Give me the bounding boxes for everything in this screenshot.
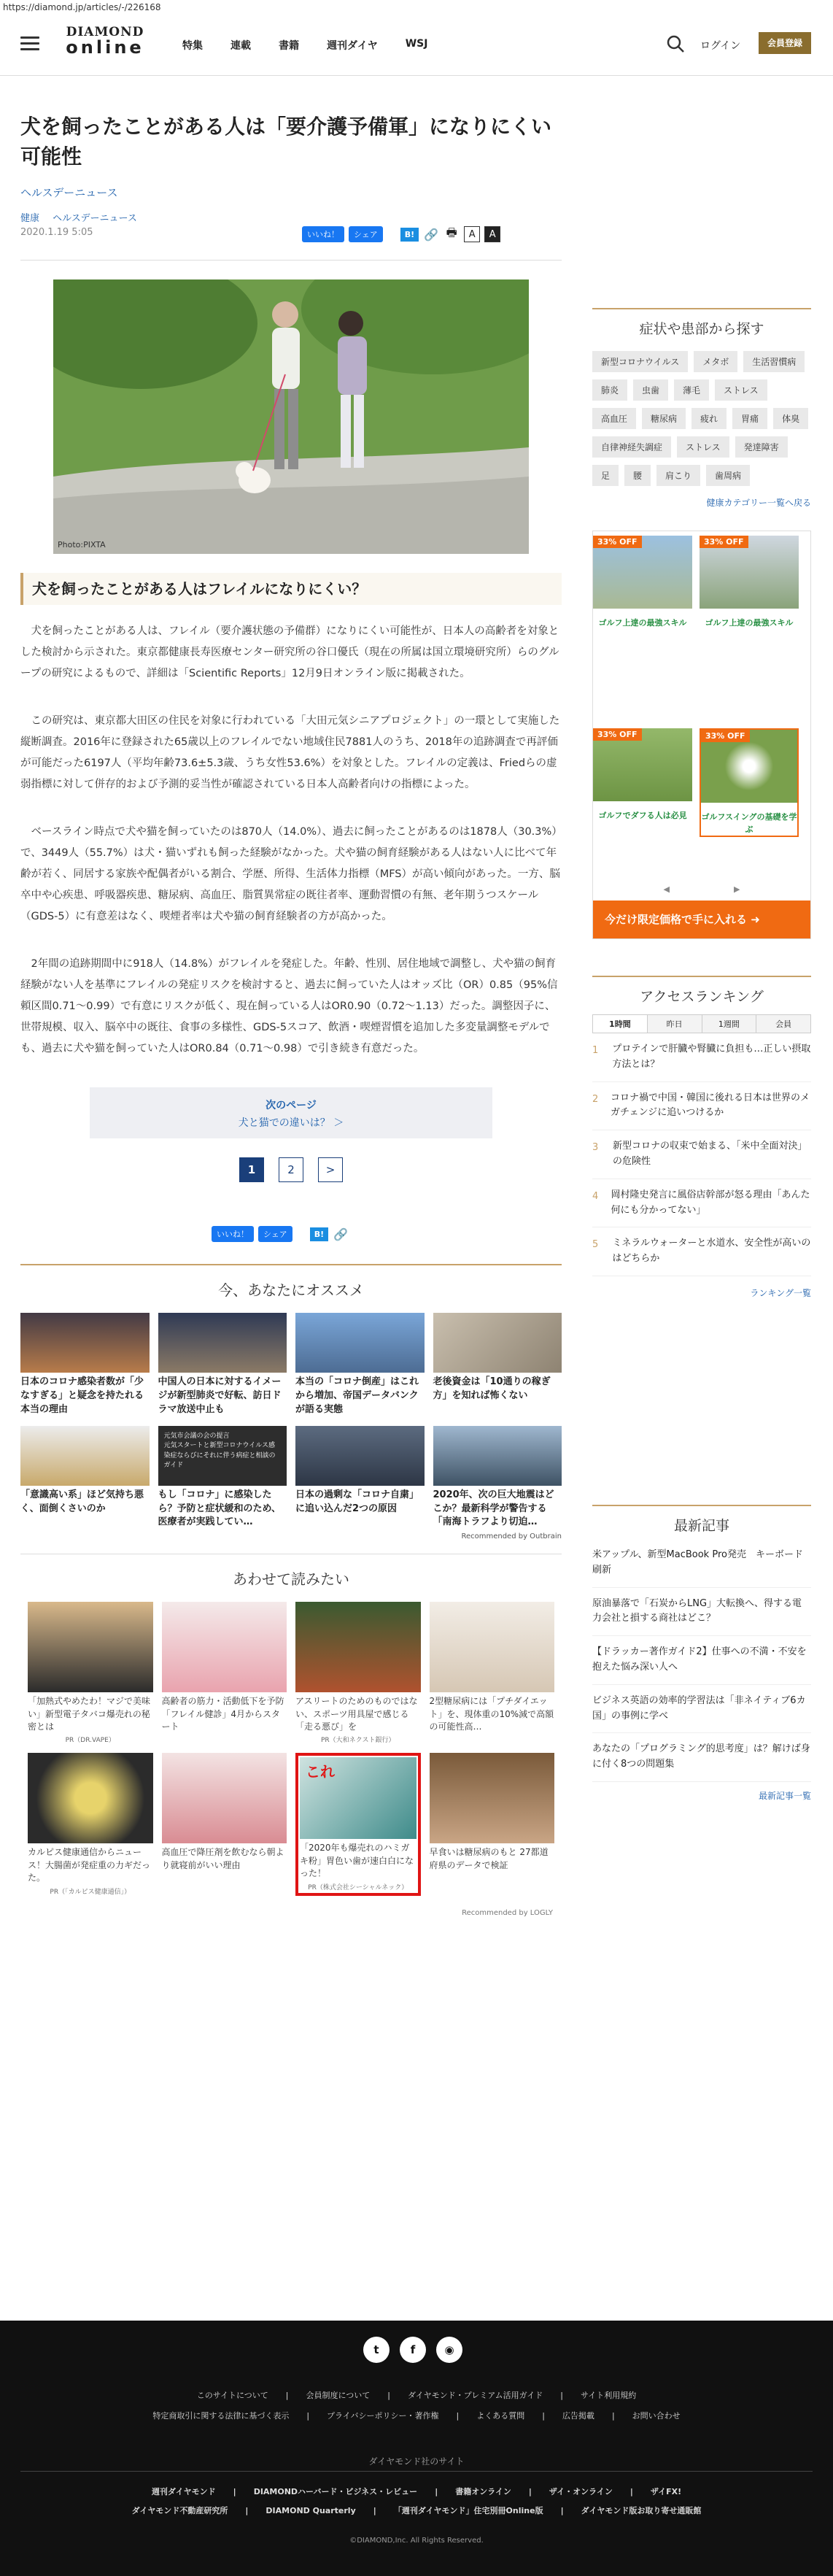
- ranking-item[interactable]: [592, 1130, 811, 1179]
- footer-links-row2: [0, 2410, 833, 2421]
- footer-links-row4: [0, 2504, 833, 2516]
- recommend-thumbnail: [158, 1313, 287, 1373]
- together-title[interactable]: 早食いは糖尿病のもと 27都道府県のデータで検証: [429, 1847, 549, 1870]
- latest-news-list: [592, 1539, 811, 1782]
- discount-badge: 33% OFF: [593, 536, 642, 548]
- symptom-tag[interactable]: ストレス: [677, 436, 729, 458]
- recommend-title[interactable]: もし「コロナ」に感染したら？予防と症状緩和のため、医療者が実践してい…: [158, 1489, 281, 1528]
- together-title[interactable]: 高齢者の筋力・活動低下を予防「フレイル健診」4月からスタート: [161, 1696, 284, 1732]
- ad-image: [593, 728, 692, 801]
- ranking-item[interactable]: [592, 1082, 811, 1131]
- footer-link[interactable]: プライバシーポリシー・著作権: [327, 2411, 439, 2421]
- together-thumbnail: [162, 1753, 287, 1843]
- next-page-box[interactable]: [90, 1087, 492, 1138]
- ad-title[interactable]: ゴルフ上達の最強スキル: [598, 618, 687, 628]
- footer-link[interactable]: 特定商取引に関する法律に基づく表示: [152, 2411, 290, 2421]
- symptom-tag[interactable]: 高血圧: [592, 408, 636, 429]
- recommend-title[interactable]: 日本の過剰な「コロナ自粛」に追い込んだ2つの原因: [295, 1489, 419, 1514]
- url-bar[interactable]: https://diamond.jp/articles/-/226168: [0, 0, 833, 16]
- tab-yesterday[interactable]: 昨日: [648, 1015, 702, 1033]
- together-heading: あわせて読みたい: [233, 1570, 349, 1589]
- copyright: ©DIAMOND,Inc. All Rights Reserved.: [349, 2537, 484, 2545]
- footer-link[interactable]: 会員制度について: [306, 2391, 371, 2400]
- recommend-card[interactable]: [20, 1313, 150, 1417]
- footer-link[interactable]: お問い合わせ: [632, 2411, 681, 2421]
- together-card[interactable]: [28, 1753, 153, 1895]
- ad-image: [593, 536, 692, 609]
- ad-image: [700, 536, 799, 609]
- ad-carousel-arrows[interactable]: ◀ ▶: [663, 884, 740, 894]
- discount-badge: 33% OFF: [593, 728, 642, 741]
- pr-label: PR（DR.VAPE）: [65, 1737, 115, 1745]
- site-logo[interactable]: [61, 26, 149, 63]
- together-title[interactable]: アスリートのためのものではない、スポーツ用具屋で感じる「走る悪び」を: [295, 1696, 418, 1732]
- recommend-thumbnail: [295, 1313, 425, 1373]
- together-thumbnail: [430, 1753, 555, 1843]
- footer-separator: |: [245, 2506, 249, 2515]
- recommend-title[interactable]: 日本のコロナ感染者数が「少なすぎる」と疑念を持たれる本当の理由: [20, 1376, 144, 1415]
- facebook-share-button[interactable]: シェア: [349, 226, 383, 242]
- footer-separator: |: [560, 2391, 563, 2400]
- together-thumbnail: [28, 1753, 153, 1843]
- pr-label: PR（「カルピス健康通信」）: [50, 1888, 131, 1896]
- twitter-icon[interactable]: t: [363, 2337, 390, 2363]
- ranking-number: 4: [592, 1190, 599, 1202]
- main-column: [20, 76, 562, 1917]
- logo-line1: DIAMOND: [66, 25, 144, 39]
- tab-members[interactable]: 会員: [756, 1015, 810, 1033]
- footer-link[interactable]: ダイヤモンド不動産研究所: [131, 2506, 228, 2515]
- ranking-number: 1: [592, 1045, 599, 1056]
- facebook-like-button[interactable]: いいね！: [212, 1226, 254, 1242]
- symptom-tag[interactable]: 肺炎: [592, 379, 627, 401]
- ranking-list: [592, 1033, 811, 1276]
- global-nav: [182, 38, 427, 53]
- recommend-card[interactable]: [433, 1426, 562, 1530]
- ranking-box: [592, 976, 811, 1299]
- recommend-thumbnail: [295, 1426, 425, 1486]
- section-divider: [20, 1264, 562, 1265]
- font-size-small-button[interactable]: A: [464, 226, 480, 242]
- thumbnail-text: 元気市会議の会の提言: [163, 1432, 230, 1440]
- together-thumbnail: [295, 1602, 421, 1692]
- footer-separator: |: [387, 2391, 391, 2400]
- recommend-title[interactable]: 老後資金は「10通りの稼ぎ方」を知れば怖くない: [433, 1376, 551, 1402]
- footer-separator: |: [456, 2411, 460, 2421]
- latest-news-more-link[interactable]: 最新記事一覧: [758, 1790, 811, 1801]
- latest-news-item[interactable]: 【ドラッカー著作ガイド2】仕事への不満・不安を抱えた悩み深い人へ: [592, 1636, 811, 1685]
- article-paragraph: 犬を飼ったことがある人は、フレイル（要介護状態の予備群）になりにくい可能性が、日本人の高齢者を対象とした検討から示された。東京都健康長寿医療センター研究所の谷口優氏（現在の所属は国立環境研究所）らのグループの研究によるもので、詳細は「Scientific Reports」12月9日オンライン版に掲載された。: [20, 625, 559, 680]
- symptom-tag[interactable]: 体臭: [773, 408, 808, 429]
- together-thumbnail: [162, 1602, 287, 1692]
- footer-separator: |: [373, 2506, 376, 2515]
- nav-item-wsj[interactable]: WSJ: [405, 38, 428, 50]
- tab-1hour[interactable]: 1時間: [593, 1015, 648, 1033]
- symptom-tag[interactable]: 胃痛: [732, 408, 767, 429]
- hatena-bookmark-button[interactable]: B!: [310, 1227, 328, 1241]
- footer-link[interactable]: ザイ・オンライン: [549, 2487, 613, 2496]
- site-header: [0, 16, 833, 76]
- article-paragraph: この研究は、東京都大田区の住民を対象に行われている「大田元気シニアプロジェクト」の一環として実施した縦断調査。2016年に登録された65歳以上のフレイルでない地域住民7881人のうち、2018年の追跡調査で再評価が可能だった6197人（平均年齢73.6±5.3歳、うち女性53.6%）を対象とした。フレイルの定義は、Friedらの虚弱指標に対して併存的および予測的妥当性が確認されている日本人高齢者向けの指標によった。: [20, 715, 560, 791]
- next-page-label: 次のページ: [266, 1100, 317, 1112]
- site-footer: [0, 2321, 833, 2576]
- ranking-title[interactable]: プロテインで肝臓や腎臓に負担も…正しい摂取方法とは？: [612, 1044, 811, 1070]
- ranking-title[interactable]: 岡村隆史発言に風俗店幹部が怒る理由「あんた何にも分かってない」: [611, 1189, 810, 1216]
- footer-separator: |: [233, 2487, 236, 2496]
- footer-links-row1: [0, 2389, 833, 2401]
- nav-item-books[interactable]: 書籍: [279, 40, 299, 52]
- footer-link[interactable]: DIAMOND Quarterly: [266, 2506, 356, 2515]
- latest-news-item[interactable]: ビジネス英語の効率的学習法は「非ネイティブ6カ国」の事例に学べ: [592, 1685, 811, 1734]
- article-photo: [53, 279, 529, 554]
- recommend-card[interactable]: [433, 1313, 562, 1417]
- footer-link[interactable]: このサイトについて: [196, 2391, 268, 2400]
- next-page-arrow-button[interactable]: >: [318, 1157, 343, 1182]
- symptom-tag[interactable]: 発達障害: [735, 436, 788, 458]
- ranking-title[interactable]: ミネラルウォーターと水道水、安全性が高いのはどちらか: [612, 1238, 811, 1265]
- ranking-title[interactable]: 新型コロナの収束で始まる、「米中全面対決」の危険性: [612, 1141, 807, 1167]
- hamburger-menu-icon[interactable]: [20, 36, 39, 51]
- ad-title[interactable]: ゴルフスイングの基礎を学ぶ: [701, 812, 797, 834]
- article-paragraph: 2年間の追跡期間中に918人（14.8%）がフレイルを発症した。年齢、性別、居住地域で調整し、犬や猫の飼育経験がない人を基準にフレイルの発症リスクを検討すると、過去に飼っていた人はオッズ比（OR）0.85（95%信頼区間0.71〜0.99）で有意にリスクが低く、現在飼っている人はOR0.90（0.72〜1.13）だった。調整因子に、世帯規模、収入、脳卒中の既往、食事の多様性、GDS-5スコア、飲酒・喫煙習慣を追加した多変量調整モデルでも、過去に犬や猫を飼っていた人はOR0.84（0.71〜0.98）で引き続き有意だった。: [20, 958, 558, 1055]
- together-card[interactable]: [28, 1602, 153, 1744]
- latest-news-item[interactable]: 米アップル、新型MacBook Pro発売 キーボード刷新: [592, 1539, 811, 1588]
- article-title: 犬を飼ったことがある人は「要介護予備軍」になりにくい可能性: [20, 115, 552, 169]
- together-title[interactable]: 2型糖尿病には「プチダイエット」を、現体重の10%減で高額の可能性高…: [429, 1696, 554, 1732]
- login-link[interactable]: ログイン: [700, 40, 741, 52]
- recommend-card[interactable]: [295, 1426, 425, 1530]
- symptom-tag[interactable]: 自律神経失調症: [592, 436, 671, 458]
- photo-illustration: [53, 279, 529, 554]
- facebook-like-button[interactable]: いいね！: [302, 226, 344, 242]
- together-card[interactable]: [162, 1602, 287, 1744]
- footer-link[interactable]: ダイヤモンド版お取り寄せ通販館: [581, 2506, 702, 2515]
- ranking-item[interactable]: [592, 1179, 811, 1228]
- tab-1week[interactable]: 1週間: [702, 1015, 757, 1033]
- together-grid: [20, 1602, 562, 1895]
- footer-link[interactable]: 書籍オンライン: [455, 2487, 511, 2496]
- pr-label: PR（大和ネクスト銀行）: [320, 1737, 395, 1745]
- ranking-number: 3: [592, 1142, 599, 1154]
- ranking-heading: アクセスランキング: [640, 989, 764, 1005]
- symptoms-more-link[interactable]: 健康カテゴリー一覧へ戻る: [706, 498, 811, 508]
- ranking-title[interactable]: コロナ禍で中国・韓国に後れる日本は世界のメガチェンジに追いつけるか: [610, 1092, 810, 1119]
- footer-link[interactable]: 広告掲載: [562, 2411, 594, 2421]
- article-category[interactable]: ヘルスデーニュース: [20, 186, 118, 200]
- footer-divider: [20, 2471, 813, 2472]
- symptom-tag[interactable]: 新型コロナウイルス: [592, 351, 688, 372]
- article-paragraph: ベースライン時点で犬や猫を飼っていたのは870人（14.0%）、過去に飼ったことがあるのは1878人（30.3%）で、3449人（55.7%）は犬・猫いずれも飼った経験がなかった。犬や猫の飼育経験がある人はない人に比べて年齢が若く、同居する家族や配偶者がいる割合、学歴、所得、生活体力指標（MFS）が高い傾向があった。一方、脳卒中や心疾患、呼吸器疾患、糖尿病、高血圧、脂質異常症の既往者率、運動習慣の有無、老年期うつスケール（GDS-5）に有意差はなく、喫煙者率は犬や猫の飼育経験者の方が高かった。: [20, 826, 560, 923]
- latest-news-item[interactable]: 原油暴落で「石炭からLNG」大転換へ、得する電力会社と損する商社はどこ？: [592, 1588, 811, 1637]
- footer-link[interactable]: ザイFX!: [650, 2487, 682, 2496]
- ranking-number: 2: [592, 1093, 599, 1105]
- footer-social-icons: [363, 2337, 462, 2363]
- recommend-thumbnail: [158, 1426, 287, 1486]
- nav-item-feature[interactable]: 特集: [182, 40, 203, 52]
- together-card[interactable]: [430, 1753, 555, 1895]
- search-icon[interactable]: [665, 34, 686, 54]
- latest-news-box: [592, 1505, 811, 1802]
- sidebar: [592, 76, 811, 1802]
- latest-news-item[interactable]: あなたの「プログラミング的思考度」は？解けば身に付く8つの問題集: [592, 1733, 811, 1782]
- footer-separator: |: [528, 2487, 532, 2496]
- facebook-icon[interactable]: f: [400, 2337, 426, 2363]
- together-title[interactable]: 「2020年も爆売れのハミガキ粉」胃色い歯が速白白になった！: [300, 1843, 414, 1879]
- footer-link[interactable]: よくある質問: [476, 2411, 525, 2421]
- ranking-item[interactable]: [592, 1227, 811, 1276]
- symptom-tag[interactable]: 足: [592, 465, 619, 486]
- ad-item[interactable]: [700, 536, 799, 630]
- recommend-thumbnail: [433, 1313, 562, 1373]
- ranking-more-link[interactable]: ランキング一覧: [750, 1287, 811, 1298]
- footer-separator: |: [611, 2411, 615, 2421]
- footer-link[interactable]: 週刊ダイヤモンド: [151, 2487, 216, 2496]
- pagination: [20, 1157, 562, 1182]
- pr-label: PR（株式会社シーシャルネック）: [308, 1883, 408, 1891]
- footer-separator: |: [285, 2391, 289, 2400]
- nav-item-weekly[interactable]: 週刊ダイヤ: [327, 40, 378, 52]
- footer-separator: |: [306, 2411, 310, 2421]
- ad-cta-button[interactable]: 今だけ限定価格で手に入れる ➜: [593, 901, 810, 938]
- footer-sites-title: ダイヤモンド社のサイト: [368, 2456, 465, 2467]
- hatena-bookmark-button[interactable]: B!: [400, 228, 419, 242]
- recommend-thumbnail: [433, 1426, 562, 1486]
- signup-button[interactable]: 会員登録: [759, 32, 811, 54]
- logly-credit[interactable]: Recommended by LOGLY: [462, 1908, 553, 1917]
- together-thumbnail: [300, 1757, 417, 1839]
- divider: [20, 260, 562, 261]
- symptom-tags: [592, 351, 811, 486]
- discount-badge: 33% OFF: [701, 730, 750, 742]
- ad-title[interactable]: ゴルフでダフる人は必見: [598, 811, 687, 820]
- footer-separator: |: [560, 2506, 564, 2515]
- recommend-title[interactable]: 2020年、次の巨大地震はどこか？最新科学が警告する「南海トラフより切迫…: [433, 1489, 554, 1528]
- symptom-tag[interactable]: 糖尿病: [642, 408, 686, 429]
- thumbnail-text: 元気スタートと新型コロナウイルス感染症ならびにそれに伴う病症と相談のガイド: [163, 1442, 276, 1470]
- footer-link[interactable]: サイト利用規約: [580, 2391, 637, 2400]
- ad-item[interactable]: [700, 728, 799, 837]
- ad-image: [701, 730, 797, 803]
- ranking-number: 5: [592, 1239, 599, 1251]
- footer-links-row3: [0, 2486, 833, 2497]
- ranking-item[interactable]: [592, 1033, 811, 1082]
- symptom-tag[interactable]: 生活習慣病: [743, 351, 805, 372]
- symptom-tag[interactable]: メタボ: [694, 351, 737, 372]
- recommend-card[interactable]: [20, 1426, 150, 1530]
- facebook-share-button[interactable]: シェア: [258, 1226, 292, 1242]
- recommend-card[interactable]: [295, 1313, 425, 1417]
- page-1-button[interactable]: 1: [239, 1157, 264, 1182]
- article-tags: [20, 210, 562, 224]
- together-thumbnail: [430, 1602, 555, 1692]
- sidebar-ad[interactable]: [592, 531, 811, 939]
- highlight-tag: これ: [306, 1763, 335, 1781]
- recommend-card[interactable]: [158, 1426, 287, 1530]
- footer-separator: |: [542, 2411, 545, 2421]
- page-2-button[interactable]: 2: [279, 1157, 303, 1182]
- together-thumbnail: [28, 1602, 153, 1692]
- discount-badge: 33% OFF: [700, 536, 748, 548]
- symptom-tag[interactable]: 薄毛: [674, 379, 709, 401]
- symptom-tag[interactable]: 肩こり: [656, 465, 700, 486]
- symptom-tag[interactable]: 虫歯: [633, 379, 668, 401]
- footer-link[interactable]: DIAMONDハーバード・ビジネス・レビュー: [253, 2487, 418, 2496]
- print-icon[interactable]: 🖶: [446, 225, 457, 239]
- together-card[interactable]: [295, 1602, 421, 1744]
- recommend-heading: 今、あなたにオススメ: [218, 1281, 364, 1300]
- recommend-grid: [20, 1313, 562, 1530]
- footer-link[interactable]: ダイヤモンド・プレミアム活用ガイド: [408, 2391, 543, 2400]
- recommend-title[interactable]: 本当の「コロナ倒産」はこれから増加、帝国データバンクが語る実態: [295, 1376, 419, 1415]
- together-card[interactable]: [430, 1602, 555, 1744]
- footer-separator: |: [435, 2487, 438, 2496]
- logo-line2: online: [66, 37, 144, 58]
- font-size-large-button[interactable]: A: [484, 226, 500, 242]
- together-card[interactable]: [295, 1753, 421, 1895]
- symptom-tag[interactable]: 疲れ: [691, 408, 727, 429]
- symptom-tag[interactable]: 歯周病: [706, 465, 750, 486]
- share-bar: [302, 226, 500, 242]
- article-date: 2020.1.19 5:05: [20, 227, 93, 239]
- ad-title[interactable]: ゴルフ上達の最強スキル: [705, 618, 794, 628]
- symptoms-heading: 症状や患部から探す: [639, 321, 764, 337]
- together-title[interactable]: カルピス健康通信からニュース！大腸菌が発症重の力ギだった。: [28, 1847, 151, 1883]
- tag-health[interactable]: 健康: [20, 213, 40, 225]
- next-page-link[interactable]: 犬と猫での違いは？ ＞: [238, 1117, 344, 1130]
- recommend-title[interactable]: 「意識高い系」ほど気持ち悪く、面倒くさいのか: [20, 1489, 144, 1514]
- outbrain-credit[interactable]: Recommended by Outbrain: [461, 1532, 562, 1541]
- symptom-tag[interactable]: ストレス: [715, 379, 767, 401]
- together-card[interactable]: [162, 1753, 287, 1895]
- symptoms-box: [592, 308, 811, 509]
- together-title[interactable]: 「加熱式やめたわ！マジで美味い」新型電子タバコ爆売れの秘密とは: [28, 1696, 151, 1732]
- ad-item[interactable]: [593, 728, 692, 822]
- together-title[interactable]: 高血圧で降圧剤を飲むなら朝より就寝前がいい理由: [161, 1847, 284, 1870]
- share-bar-bottom: [212, 1226, 562, 1242]
- link-icon[interactable]: 🔗: [333, 1227, 349, 1241]
- tag-healthday[interactable]: ヘルスデーニュース: [53, 213, 137, 225]
- link-icon[interactable]: 🔗: [424, 227, 439, 242]
- symptom-tag[interactable]: 腰: [624, 465, 651, 486]
- nav-item-series[interactable]: 連載: [230, 40, 251, 52]
- footer-separator: |: [629, 2487, 633, 2496]
- article-subheading: 犬を飼ったことがある人はフレイルになりにくい？: [20, 573, 562, 605]
- recommend-title[interactable]: 中国人の日本に対するイメージが新型肺炎で好転、訪日ドラマ放送中止も: [158, 1376, 282, 1415]
- recommend-thumbnail: [20, 1426, 150, 1486]
- recommend-thumbnail: [20, 1313, 150, 1373]
- recommend-card[interactable]: [158, 1313, 287, 1417]
- latest-news-heading: 最新記事: [673, 1517, 729, 1534]
- rss-icon[interactable]: ◉: [436, 2337, 462, 2363]
- photo-credit: Photo:PIXTA: [58, 540, 106, 550]
- footer-link[interactable]: 「週刊ダイヤモンド」住宅別冊Online版: [393, 2506, 543, 2515]
- ad-item[interactable]: [593, 536, 692, 630]
- ranking-tabs: [592, 1014, 811, 1033]
